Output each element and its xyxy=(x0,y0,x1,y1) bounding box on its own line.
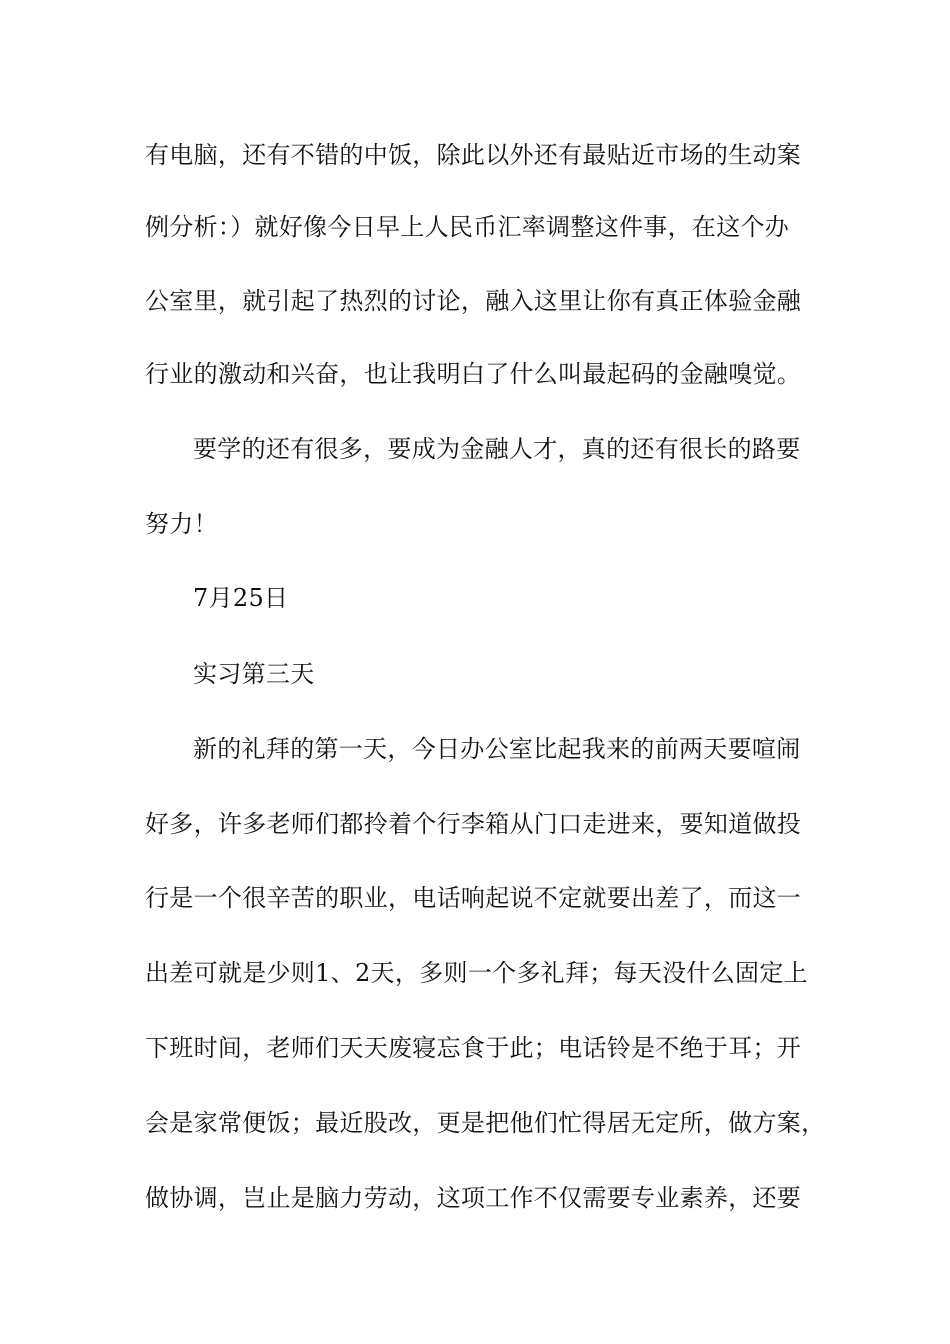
text-line: 出差可就是少则1、2天，多则一个多礼拜；每天没什么固定上 xyxy=(145,959,808,987)
text-line: 努力！ xyxy=(145,510,218,538)
section-heading: 实习第三天 xyxy=(193,660,315,688)
text-line: 下班时间，老师们天天废寝忘食于此；电话铃是不绝于耳；开 xyxy=(145,1034,802,1062)
text-line: 好多，许多老师们都拎着个行李箱从门口走进来，要知道做投 xyxy=(145,810,802,838)
text-line: 行是一个很辛苦的职业，电话响起说不定就要出差了，而这一 xyxy=(145,884,802,912)
text-line: 行业的激动和兴奋，也让我明白了什么叫最起码的金融嗅觉。 xyxy=(145,360,802,388)
paragraph-first-line: 新的礼拜的第一天，今日办公室比起我来的前两天要喧闹 xyxy=(193,735,801,763)
text-line: 会是家常便饭；最近股改，更是把他们忙得居无定所，做方案， xyxy=(145,1109,826,1137)
paragraph-first-line: 要学的还有很多，要成为金融人才，真的还有很长的路要 xyxy=(193,435,801,463)
text-line: 例分析：）就好像今日早上人民币汇率调整这件事，在这个办 xyxy=(145,213,790,241)
text-line: 做协调，岂止是脑力劳动，这项工作不仅需要专业素养，还要 xyxy=(145,1184,802,1212)
text-line: 有电脑，还有不错的中饭，除此以外还有最贴近市场的生动案 xyxy=(145,141,802,169)
date-heading: 7月25日 xyxy=(193,584,289,612)
text-line: 公室里，就引起了热烈的讨论，融入这里让你有真正体验金融 xyxy=(145,287,802,315)
